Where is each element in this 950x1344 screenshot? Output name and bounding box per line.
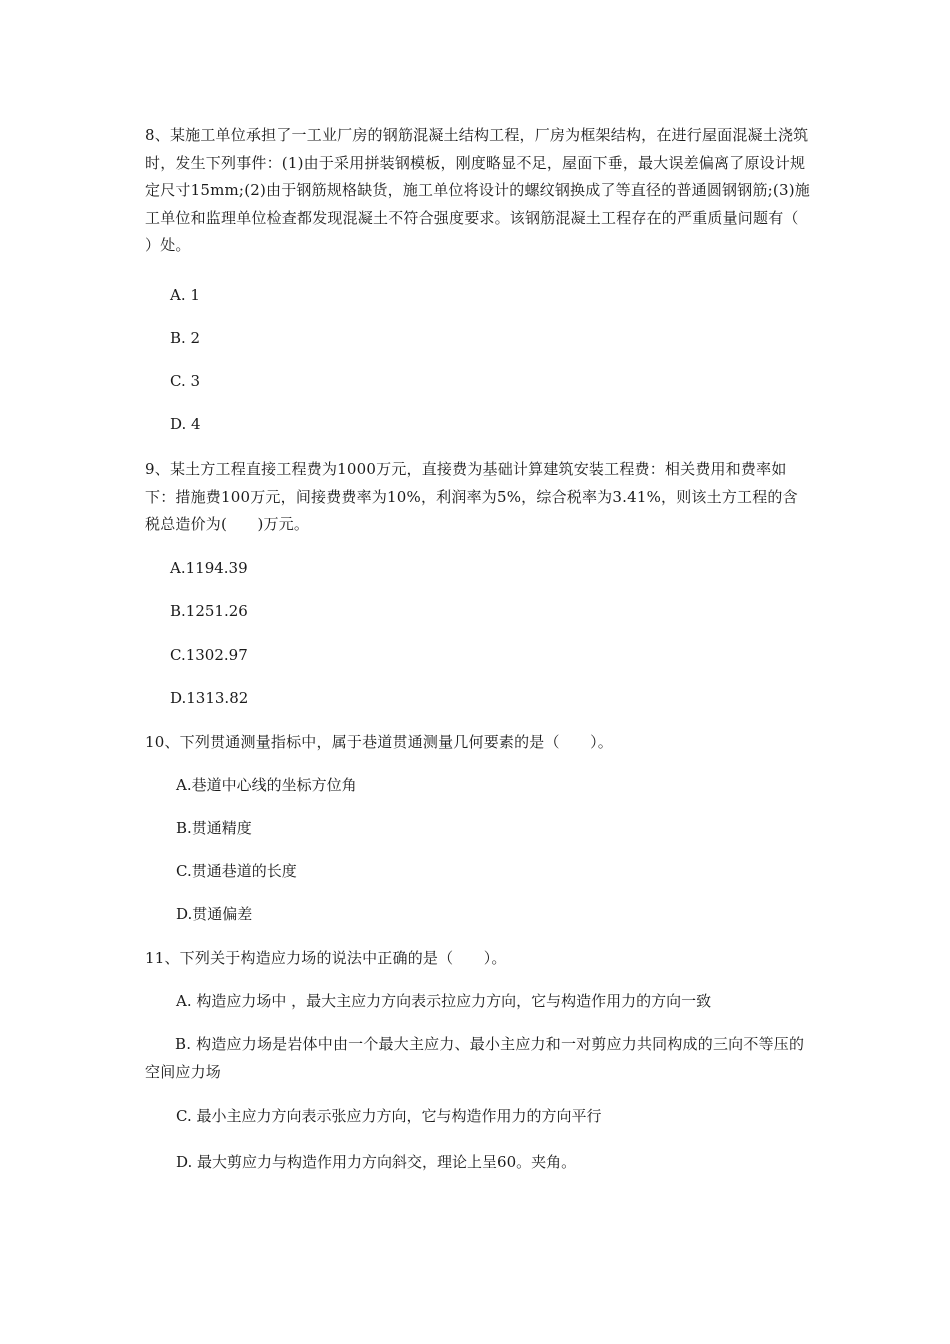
question-11-option-b: B. 构造应力场是岩体中由一个最大主应力、最小主应力和一对剪应力共同构成的三向不等压的空间应力场 xyxy=(145,1035,805,1081)
question-11-option-a: A. 构造应力场中 ，最大主应力方向表示拉应力方向，它与构造作用力的方向一致 xyxy=(176,992,712,1010)
question-9-option-a: A.1194.39 xyxy=(170,559,248,577)
question-8-option-d: D. 4 xyxy=(170,415,201,433)
question-8-stem: 8、某施工单位承担了一工业厂房的钢筋混凝土结构工程，厂房为框架结构，在进行屋面混凝土浇筑时，发生下列事件：(1)由于采用拼装钢模板，刚度略显不足，屋面下垂，最大误差偏离了原设计规定尺寸15mm;(2)由于钢筋规格缺货，施工单位将设计的螺纹钢换成了等直径的普通圆钢钢筋;(3)施工单位和监理单位检查都发现混凝土不符合强度要求。该钢筋混凝土工程存在的严重质量问题有（ ）处。 xyxy=(145,126,830,254)
question-10-stem: 10、下列贯通测量指标中，属于巷道贯通测量几何要素的是（ ）。 xyxy=(145,733,613,751)
question-10-option-c: C.贯通巷道的长度 xyxy=(176,862,297,880)
question-8-option-a: A. 1 xyxy=(170,286,200,304)
question-9-option-d: D.1313.82 xyxy=(170,689,249,707)
question-9-stem: 9、某土方工程直接工程费为1000万元，直接费为基础计算建筑安装工程费：相关费用和费率如下：措施费100万元，间接费费率为10%，利润率为5%，综合税率为3.41%，则该土方工程的含税总造价为( )万元。 xyxy=(145,460,798,533)
question-8-option-b: B. 2 xyxy=(170,329,201,347)
question-11-option-c: C. 最小主应力方向表示张应力方向，它与构造作用力的方向平行 xyxy=(176,1107,602,1125)
question-9-option-b: B.1251.26 xyxy=(170,602,248,620)
question-11-stem: 11、下列关于构造应力场的说法中正确的是（ ）。 xyxy=(145,949,507,967)
question-11-option-d: D. 最大剪应力与构造作用力方向斜交，理论上呈60。夹角。 xyxy=(176,1153,577,1171)
question-10-option-a: A.巷道中心线的坐标方位角 xyxy=(176,776,357,794)
question-10-option-b: B.贯通精度 xyxy=(176,819,252,837)
question-10-option-d: D.贯通偏差 xyxy=(176,905,253,923)
question-9-option-c: C.1302.97 xyxy=(170,646,248,664)
question-8-option-c: C. 3 xyxy=(170,372,201,390)
